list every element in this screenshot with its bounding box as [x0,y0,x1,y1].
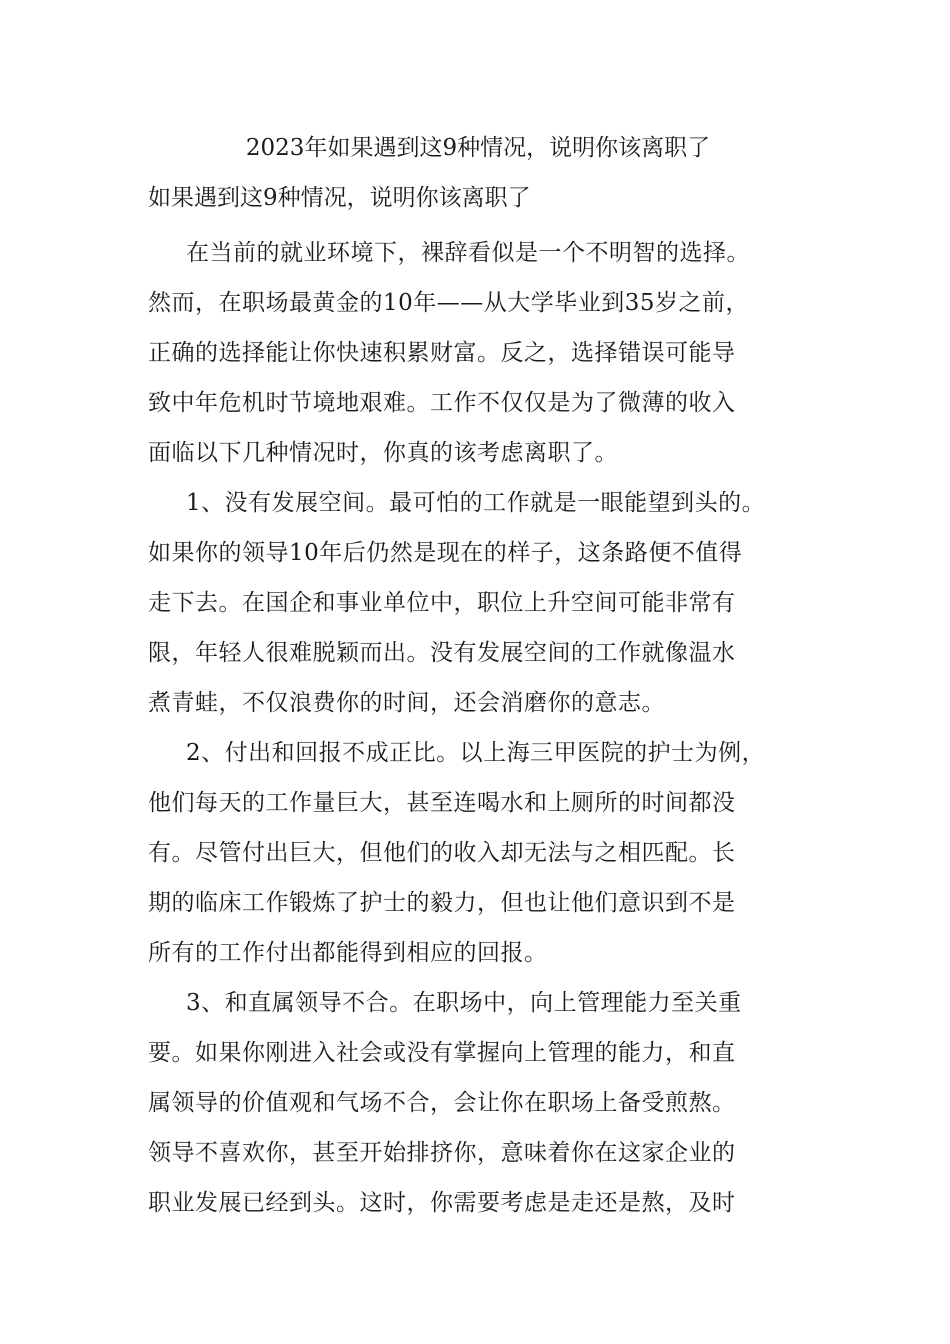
paragraph-point-2 [148,728,828,978]
paragraph-intro [148,228,828,478]
paragraph-line: 限，年轻人很难脱颖而出。没有发展空间的工作就像温水 [148,640,736,666]
paragraph-line: 3、和直属领导不合。在职场中，向上管理能力至关重 [186,990,742,1016]
document-subtitle: 如果遇到这9种情况，说明你该离职了 [148,185,531,211]
paragraph-line: 1、没有发展空间。最可怕的工作就是一眼能望到头的。 [186,490,766,516]
document-body [148,228,828,1228]
paragraph-line: 走下去。在国企和事业单位中，职位上升空间可能非常有 [148,590,736,616]
paragraph-line: 期的临床工作锻炼了护士的毅力，但也让他们意识到不是 [148,890,736,916]
paragraph-line: 在当前的就业环境下，裸辞看似是一个不明智的选择。 [186,240,750,266]
paragraph-point-1 [148,478,828,728]
paragraph-line: 属领导的价值观和气场不合，会让你在职场上备受煎熬。 [148,1090,736,1116]
paragraph-line: 然而，在职场最黄金的10年——从大学毕业到35岁之前， [148,290,750,316]
paragraph-line: 正确的选择能让你快速积累财富。反之，选择错误可能导 [148,340,736,366]
paragraph-line: 2、付出和回报不成正比。以上海三甲医院的护士为例， [186,740,766,766]
paragraph-line: 如果你的领导10年后仍然是现在的样子，这条路便不值得 [148,540,743,566]
paragraph-line: 所有的工作付出都能得到相应的回报。 [148,940,548,966]
paragraph-line: 要。如果你刚进入社会或没有掌握向上管理的能力，和直 [148,1040,736,1066]
paragraph-line: 他们每天的工作量巨大，甚至连喝水和上厕所的时间都没 [148,790,736,816]
document-title: 2023年如果遇到这9种情况，说明你该离职了 [245,135,711,161]
paragraph-line: 面临以下几种情况时，你真的该考虑离职了。 [148,440,618,466]
paragraph-point-3 [148,978,828,1228]
paragraph-line: 致中年危机时节境地艰难。工作不仅仅是为了微薄的收入 [148,390,736,416]
paragraph-line: 煮青蛙，不仅浪费你的时间，还会消磨你的意志。 [148,690,665,716]
paragraph-line: 领导不喜欢你，甚至开始排挤你，意味着你在这家企业的 [148,1140,736,1166]
paragraph-line: 职业发展已经到头。这时，你需要考虑是走还是熬，及时 [148,1190,736,1216]
paragraph-line: 有。尽管付出巨大，但他们的收入却无法与之相匹配。长 [148,840,736,866]
